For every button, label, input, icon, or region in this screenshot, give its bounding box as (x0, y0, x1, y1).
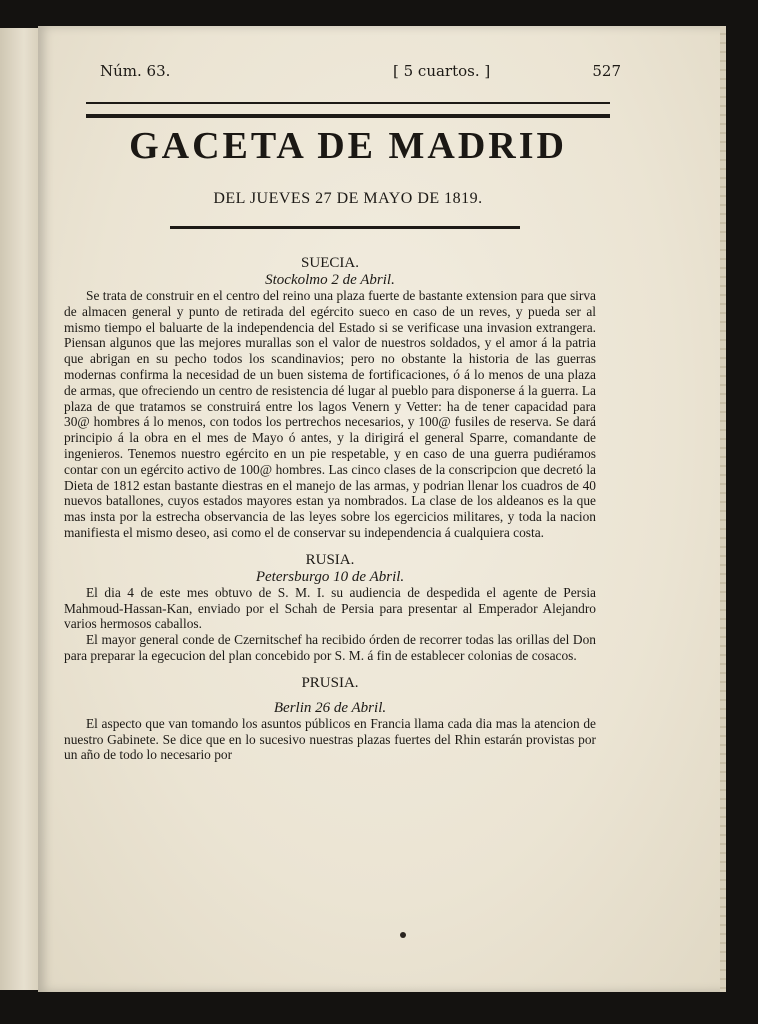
facing-page-edge (0, 28, 41, 990)
dateplace-suecia: Stockolmo 2 de Abril. (265, 272, 395, 288)
newspaper-title: GACETA DE MADRID (129, 125, 567, 167)
section-heading-prusia: PRUSIA. (301, 674, 359, 691)
dateplace-rusia: Petersburgo 10 de Abril. (255, 568, 405, 585)
issue-number: Núm. 63. (100, 62, 171, 80)
section-heading-rusia: RUSIA. (305, 551, 355, 568)
masthead-double-rule (86, 102, 610, 118)
article-body (64, 252, 596, 763)
newspaper-page (38, 26, 726, 992)
paragraph: El aspecto que van tomando los asuntos públicos en Francia llama cada dia mas la atencion de nuestro Gabinete. Se dice que en lo sucesivo nuestras plazas fuertes del Rhin estarán provistas por un año de todo lo necesario por (64, 715, 596, 763)
paragraph: Se trata de construir en el centro del reino una plaza fuerte de bastante extension para que sirva de almacen general y punto de retirada del egército sueco en caso de un reves, y pueda ser al mismo tiempo el baluarte de la independencia del Estado si se verificase una invasion extrangera. Piensan algunos que las mejores murallas son el valor de nuestros soldados, y el amor á la patria que abrigan en su pecho todos los scandinavios; pero no obstante la historia de las guerras modernas confirma la necesidad de un buen sistema de fortificaciones, ó á lo menos de una plaza de armas, que ofreciendo un centro de resistencia dé lugar al pueblo para disponerse á la guerra. La plaza de que tratamos se construirá entre los lagos Venern y Vetter: ha de tener capacidad para 30@ hombres á lo menos, con todos los pertrechos necesarios, y 100@ fusiles de reserva. Se dará principio á la obra en el mes de Mayo ó antes, y la dirigirá el general Sparre, comandante de ingenieros. Tenemos nuestro egército en un pie respetable, y en caso de una guerra pudiéramos contar con un egército activo de 100@ hombres. Las cinco clases de la conscripcion que decretó la Dieta de 1812 estan bastante diestras en el manejo de las armas, y podrian llenar los cuadros de 40 nuevos batallones, cuyos estados mayores estan ya nombrados. La clase de los aldeanos es la que mas insta por la estrecha observancia de las leyes sobre los egercicios militares, y toda la nacion manifiesta el mismo deseo, asi como el de conservar su independencia á cualquiera costa. (64, 288, 596, 540)
dateplace-prusia: Berlin 26 de Abril. (273, 699, 387, 716)
deckled-page-edge (720, 26, 726, 992)
issue-dateline: DEL JUEVES 27 DE MAYO DE 1819. (213, 190, 483, 207)
dateline-rule (170, 226, 520, 229)
page-number: 527 (592, 62, 621, 80)
section-heading-suecia: SUECIA. (301, 255, 359, 271)
printer-mark (400, 932, 406, 938)
issue-price: [ 5 cuartos. ] (393, 62, 491, 80)
paragraph: El dia 4 de este mes obtuvo de S. M. I. su audiencia de despedida el agente de Persia Mahmoud-Hassan-Kan, enviado por el Schah de Persia para presentar al Emperador Alejandro varios hermosos caballos. (64, 584, 596, 632)
masthead-row (98, 62, 621, 84)
paragraph: El mayor general conde de Czernitschef ha recibido órden de recorrer todas las orillas del Don para preparar la egecucion del plan concebido por S. M. á fin de establecer colonias de cosacos. (64, 632, 596, 663)
